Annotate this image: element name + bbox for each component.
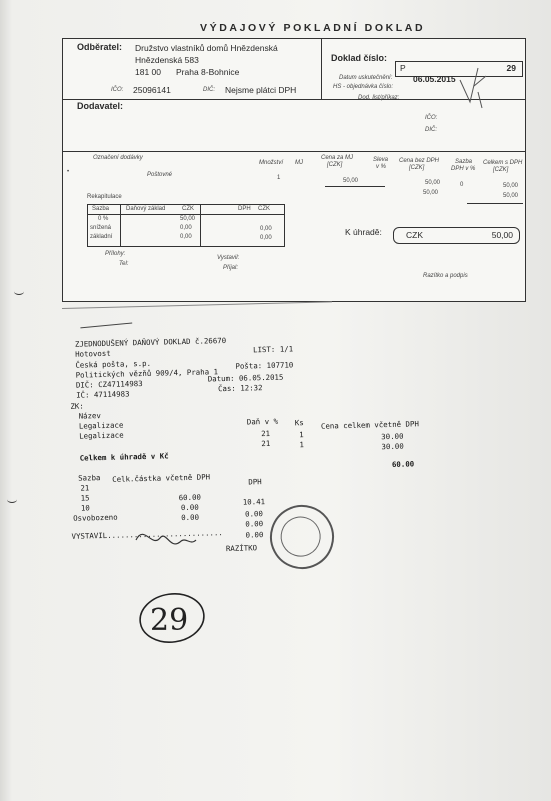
- receipt-ic: IČ: 47114983: [76, 389, 130, 400]
- rek-row-zaklad: 50,00: [180, 216, 196, 222]
- rek-row-zaklad: 0,00: [180, 225, 192, 231]
- col-sleva-unit: v %: [376, 164, 387, 170]
- receipt-cas: Čas: 12:32: [217, 383, 263, 394]
- receipt-celkem-value: 60.00: [391, 459, 415, 469]
- odberatel-name: Družstvo vlastníků domů Hnězdenská: [135, 43, 278, 53]
- rek-head-sazba: Sazba: [92, 206, 110, 212]
- receipt-vystavil: VYSTAVIL..........................: [71, 528, 223, 541]
- divider: [321, 39, 322, 99]
- receipt-datum: Datum: 06.05.2015: [207, 372, 284, 384]
- doklad-prefix: P: [400, 63, 406, 73]
- rek-row-dph: 0,00: [260, 226, 272, 232]
- handwritten-signature: [130, 520, 200, 554]
- subtotal-bez: 50,00: [423, 190, 439, 196]
- receipt-dan-header: Daň v %: [246, 416, 279, 427]
- receipt-dic: DIČ: CZ47114983: [75, 379, 143, 390]
- receipt-rate-sazba: 21: [80, 483, 90, 493]
- ico-value: 25096141: [133, 85, 171, 95]
- receipt-nazev-header: Název: [78, 411, 102, 421]
- prijal-label: Přijal:: [223, 265, 239, 271]
- odberatel-city: Praha 8-Bohnice: [176, 67, 240, 77]
- item-qty: 1: [277, 175, 281, 181]
- doklad-label: Doklad číslo:: [331, 53, 388, 63]
- recap-table: [87, 204, 285, 247]
- col-cena-bez: Cena bez DPH: [399, 158, 440, 164]
- subtotal-total: 50,00: [503, 193, 519, 199]
- rek-head-dph: DPH: [238, 206, 251, 212]
- pen-line: [80, 322, 132, 332]
- receipt-rate-dph: 10.41: [242, 497, 266, 507]
- receipt-list: LIST: 1/1: [252, 344, 294, 355]
- divider: [120, 205, 121, 246]
- rek-row-dph: 0,00: [260, 235, 272, 241]
- receipt-razitko: RAZÍTKO: [225, 543, 258, 554]
- datum-label: Datum uskutečnění:: [339, 75, 393, 81]
- receipt-zk: ZK:: [70, 401, 84, 411]
- punch-hole-mark: [14, 288, 24, 295]
- receipt-rate-dph: 0.00: [244, 509, 264, 519]
- ico-label: IČO:: [111, 87, 124, 93]
- item-sazba: 0: [460, 182, 464, 188]
- receipt-rate-sazba: Osvobozeno: [73, 512, 118, 523]
- receipt-celkem-label: Celkem k úhradě v Kč: [79, 451, 169, 463]
- col-sazba-unit: DPH v %: [451, 166, 476, 172]
- receipt-rate-castka: 0.00: [180, 502, 199, 513]
- k-uhrade-label: K úhradě:: [345, 227, 382, 237]
- dodavatel-label: Dodavatel:: [77, 101, 124, 111]
- rekapitulace-label: Rekapitulace: [87, 194, 122, 200]
- rek-row-sazba: základní: [90, 234, 113, 240]
- col-sazba: Sazba: [455, 159, 473, 165]
- datum-value: 06.05.2015: [413, 74, 456, 84]
- divider: [200, 205, 201, 246]
- receipt-dph-header: DPH: [248, 477, 262, 487]
- receipt-rate-sazba: 10: [80, 503, 90, 513]
- dod-ico-label: IČO:: [425, 115, 438, 121]
- odberatel-street: Hnězdenská 583: [135, 55, 199, 65]
- receipt-item-name: Legalizace: [78, 420, 124, 431]
- rek-row-sazba: snížená: [90, 225, 112, 231]
- col-oznaceni: Označení dodávky: [93, 155, 143, 161]
- voucher-title: VÝDAJOVÝ POKLADNÍ DOKLAD: [200, 22, 426, 34]
- col-sleva: Sleva: [373, 157, 389, 163]
- rek-head-zaklad-unit: CZK: [182, 206, 194, 212]
- odberatel-label: Odběratel:: [77, 42, 123, 52]
- receipt-cena-header: Cena celkem včetně DPH: [320, 419, 419, 431]
- underline: [325, 186, 385, 187]
- receipt-item-cena: 30.00: [381, 441, 404, 452]
- col-cena-mj-unit: [CZK]: [327, 162, 343, 168]
- receipt-item-cena: 30.00: [381, 431, 404, 442]
- prilohy-label: Přílohy:: [105, 251, 126, 257]
- receipt-rate-dph: 0.00: [245, 519, 264, 529]
- circled-note: [136, 588, 212, 650]
- rek-row-sazba: 0 %: [98, 216, 109, 222]
- receipt-posta: Pošta: 107710: [235, 360, 294, 371]
- receipt-title: ZJEDNODUŠENÝ DAŇOVÝ DOKLAD č.26670: [74, 336, 227, 349]
- tel-label: Tel:: [119, 261, 129, 267]
- col-cena-bez-unit: [CZK]: [409, 165, 425, 171]
- col-mj: MJ: [295, 160, 303, 166]
- receipt-item-dan: 21: [261, 438, 271, 449]
- doklad-number: 29: [506, 63, 516, 73]
- k-uhrade-box: [393, 227, 520, 244]
- vystavil-label: Vystavil:: [217, 255, 240, 261]
- col-celkem-unit: [CZK]: [493, 167, 509, 173]
- tear-edge: [62, 301, 332, 309]
- hs-label: HS - objednávka číslo:: [333, 84, 394, 90]
- stamp-inner-ring: [274, 510, 328, 564]
- item-name: Poštovné: [147, 172, 173, 178]
- receipt-rate-castka: 60.00: [178, 492, 202, 503]
- receipt-hotovost: Hotovost: [75, 348, 111, 359]
- divider: [63, 151, 525, 152]
- receipt-address: Politických vězňů 909/4, Praha 1: [75, 367, 219, 380]
- receipt-rate-dph: 0.00: [245, 530, 264, 540]
- item-total: 50,00: [503, 183, 519, 189]
- col-mnozstvi: Množství: [259, 160, 284, 166]
- underline: [467, 203, 523, 204]
- receipt-item-ks: 1: [299, 430, 304, 440]
- punch-hole-mark: [7, 496, 17, 503]
- signature-mark: [456, 62, 496, 110]
- item-price: 50,00: [343, 178, 359, 184]
- dic-label: DIČ:: [203, 87, 215, 93]
- receipt-rate-castka: 0.00: [181, 512, 200, 523]
- k-uhrade-value: 50,00: [491, 230, 513, 240]
- razitko-label: Razítko a podpis: [423, 273, 468, 279]
- dod-list-label: Dod. list/příkaz:: [358, 95, 400, 101]
- receipt-item-dan: 21: [261, 428, 271, 439]
- receipt-castka-header: Celk.částka včetně DPH: [112, 472, 211, 484]
- postal-stamp: [259, 494, 346, 581]
- receipt-item-name: Legalizace: [79, 430, 124, 441]
- receipt-company: Česká pošta, s.p.: [75, 358, 152, 370]
- col-celkem: Celkem s DPH: [483, 160, 523, 166]
- k-uhrade-currency: CZK: [406, 230, 423, 240]
- rek-head-zaklad: Daňový základ: [126, 206, 166, 212]
- rek-row-zaklad: 0,00: [180, 234, 192, 240]
- col-cena-mj: Cena za MJ: [321, 155, 354, 161]
- divider: [88, 214, 284, 215]
- receipt-ks-header: Ks: [294, 418, 304, 428]
- row-bullet: •: [67, 169, 70, 175]
- receipt-sazba-header: Sazba: [78, 473, 101, 483]
- odberatel-zip: 181 00: [135, 67, 161, 77]
- dod-dic-label: DIČ:: [425, 127, 437, 133]
- handwritten-number: 29: [150, 603, 189, 638]
- receipt-rate-sazba: 15: [80, 493, 90, 503]
- dic-value: Nejsme plátci DPH: [225, 85, 297, 95]
- item-total-bez: 50,00: [425, 180, 441, 186]
- receipt-item-ks: 1: [299, 440, 304, 450]
- rek-head-dph-unit: CZK: [258, 206, 270, 212]
